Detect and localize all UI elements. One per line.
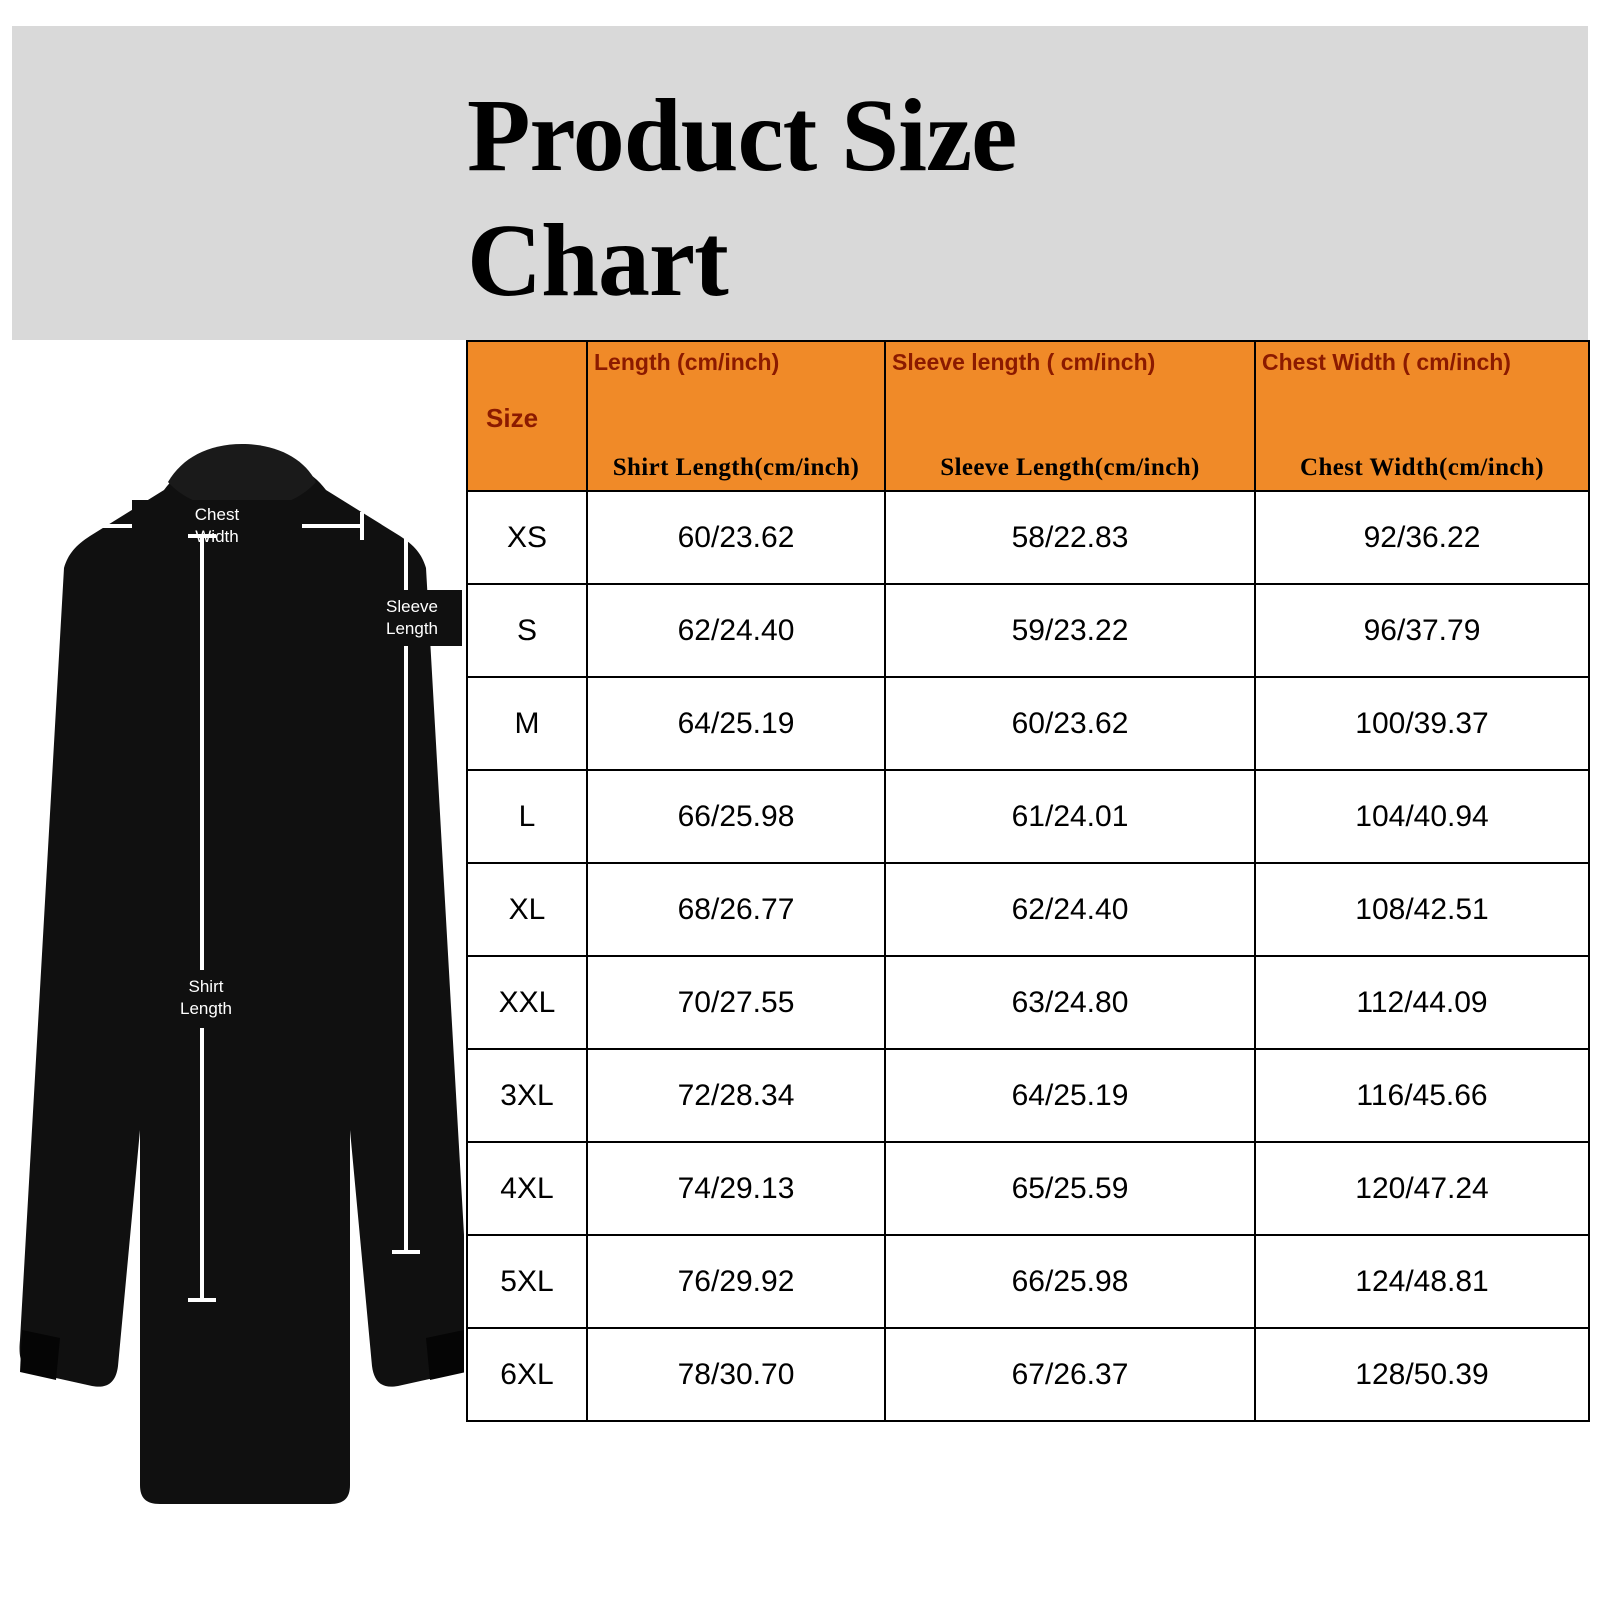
cell-length: 62/24.40 (587, 584, 885, 677)
cell-chest: 92/36.22 (1255, 491, 1589, 584)
table-row (467, 956, 1589, 1049)
table-row (467, 863, 1589, 956)
table-row (467, 491, 1589, 584)
size-chart-table-body (467, 491, 1589, 1421)
cell-sleeve: 66/25.98 (885, 1235, 1255, 1328)
cell-size: M (467, 677, 587, 770)
page-title-line-1: Product Size (467, 78, 1017, 193)
column-header-chest-sub: Chest Width(cm/inch) (1300, 454, 1544, 481)
table-row (467, 584, 1589, 677)
cell-size: XL (467, 863, 587, 956)
cell-length: 66/25.98 (587, 770, 885, 863)
column-header-size (467, 341, 587, 491)
table-row (467, 1049, 1589, 1142)
garment-illustration-panel (12, 340, 464, 1520)
cell-size: 5XL (467, 1235, 587, 1328)
cell-chest: 100/39.37 (1255, 677, 1589, 770)
column-header-size-label: Size (486, 403, 539, 433)
cell-size: 3XL (467, 1049, 587, 1142)
cell-sleeve: 59/23.22 (885, 584, 1255, 677)
column-header-sleeve-top: Sleeve length ( cm/inch) (892, 349, 1156, 375)
cell-size: 4XL (467, 1142, 587, 1235)
cell-sleeve: 61/24.01 (885, 770, 1255, 863)
cell-sleeve: 65/25.59 (885, 1142, 1255, 1235)
column-header-length-sub: Shirt Length(cm/inch) (612, 454, 860, 481)
cell-length: 78/30.70 (587, 1328, 885, 1421)
cell-size: XS (467, 491, 587, 584)
cell-length: 72/28.34 (587, 1049, 885, 1142)
column-header-length-top: Length (cm/inch) (594, 349, 780, 375)
title-banner (12, 26, 1588, 340)
cell-chest: 112/44.09 (1255, 956, 1589, 1049)
sleeve-length-label-line-2: Length (386, 619, 438, 638)
sweatshirt-diagram-icon (12, 340, 464, 1520)
cell-size: L (467, 770, 587, 863)
column-header-chest (1255, 341, 1589, 491)
table-row (467, 1235, 1589, 1328)
cell-chest: 124/48.81 (1255, 1235, 1589, 1328)
sleeve-length-label-line-1: Sleeve (386, 597, 438, 616)
cell-length: 60/23.62 (587, 491, 885, 584)
table-row (467, 1142, 1589, 1235)
cell-chest: 104/40.94 (1255, 770, 1589, 863)
cell-size: XXL (467, 956, 587, 1049)
page-title-line-2: Chart (467, 202, 728, 318)
cell-chest: 128/50.39 (1255, 1328, 1589, 1421)
shirt-length-label-line-2: Length (180, 999, 232, 1018)
page-title (467, 74, 1467, 324)
cell-sleeve: 60/23.62 (885, 677, 1255, 770)
column-header-length (587, 341, 885, 491)
table-row (467, 677, 1589, 770)
cell-sleeve: 62/24.40 (885, 863, 1255, 956)
table-row (467, 1328, 1589, 1421)
cell-chest: 108/42.51 (1255, 863, 1589, 956)
cell-chest: 96/37.79 (1255, 584, 1589, 677)
column-header-chest-top: Chest Width ( cm/inch) (1262, 349, 1511, 375)
cell-length: 76/29.92 (587, 1235, 885, 1328)
chest-width-label-line-1: Chest (194, 505, 240, 524)
cell-sleeve: 64/25.19 (885, 1049, 1255, 1142)
cell-chest: 116/45.66 (1255, 1049, 1589, 1142)
cell-size: 6XL (467, 1328, 587, 1421)
cell-chest: 120/47.24 (1255, 1142, 1589, 1235)
shirt-length-label-line-1: Shirt (188, 977, 224, 996)
size-chart-table-head (467, 341, 1589, 491)
cell-sleeve: 63/24.80 (885, 956, 1255, 1049)
cell-sleeve: 58/22.83 (885, 491, 1255, 584)
table-row (467, 770, 1589, 863)
cell-length: 74/29.13 (587, 1142, 885, 1235)
size-chart-table (466, 340, 1590, 1422)
cell-length: 70/27.55 (587, 956, 885, 1049)
column-header-sleeve-sub: Sleeve Length(cm/inch) (940, 454, 1200, 481)
cell-sleeve: 67/26.37 (885, 1328, 1255, 1421)
cell-length: 64/25.19 (587, 677, 885, 770)
column-header-sleeve (885, 341, 1255, 491)
chest-width-label-line-2: Width (195, 527, 239, 546)
cell-size: S (467, 584, 587, 677)
cell-length: 68/26.77 (587, 863, 885, 956)
